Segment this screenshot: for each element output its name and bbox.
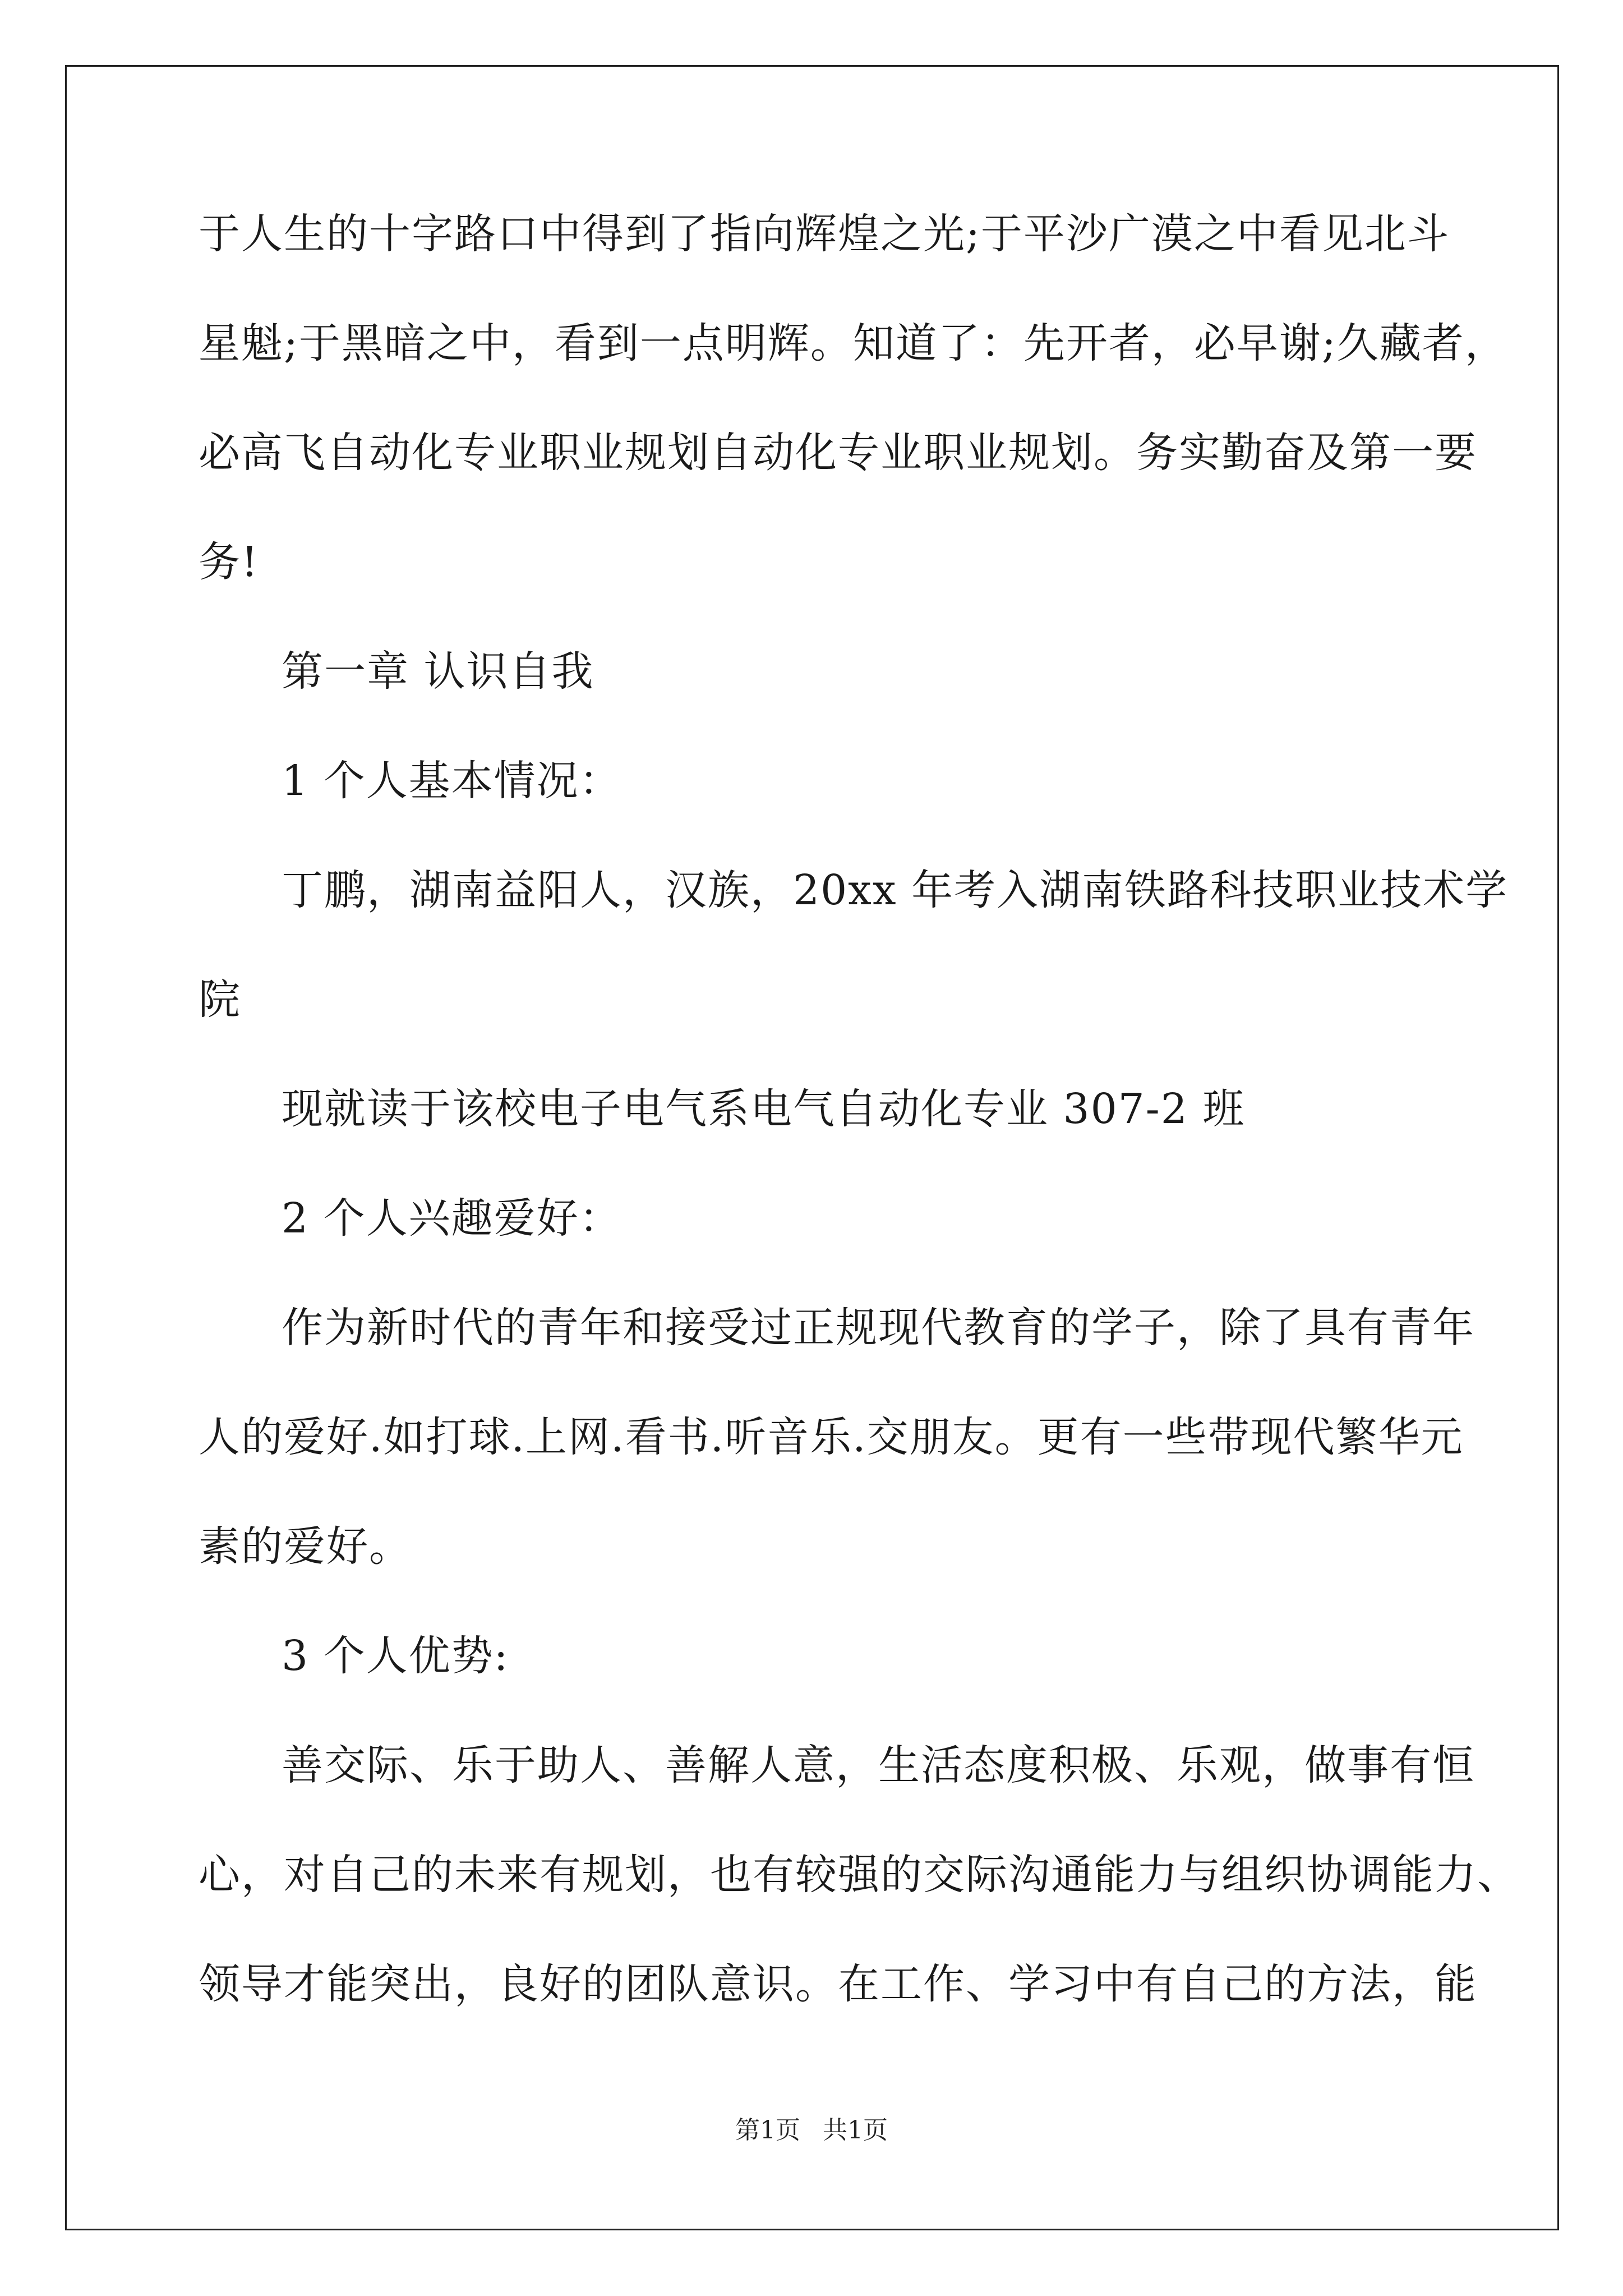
text-line: 务! bbox=[199, 538, 259, 586]
text-line: 现就读于该校电子电气系电气自动化专业 307-2 班 bbox=[282, 1085, 1246, 1133]
text-line: 星魁;于黑暗之中，看到一点明辉。知道了：先开者，必早谢;久藏者， bbox=[199, 319, 1507, 367]
text-line: 作为新时代的青年和接受过正规现代教育的学子，除了具有青年 bbox=[282, 1304, 1475, 1352]
section-heading: 2 个人兴趣爱好： bbox=[282, 1194, 622, 1243]
page-number: 第1页 bbox=[735, 2116, 800, 2145]
text-line: 丁鹏，湖南益阳人，汉族，20xx 年考入湖南铁路科技职业技术学 bbox=[282, 866, 1509, 914]
chapter-heading: 第一章 认识自我 bbox=[282, 647, 594, 696]
text-line: 必高飞自动化专业职业规划自动化专业职业规划。务实勤奋及第一要 bbox=[199, 429, 1477, 477]
text-line: 素的爱好。 bbox=[199, 1522, 412, 1571]
section-heading: 3 个人优势: bbox=[282, 1632, 509, 1680]
document-body bbox=[199, 210, 1520, 2073]
text-line: 人的爱好.如打球.上网.看书.听音乐.交朋友。更有一些带现代繁华元 bbox=[199, 1413, 1464, 1461]
text-line: 于人生的十字路口中得到了指向辉煌之光;于平沙广漠之中看见北斗 bbox=[199, 210, 1450, 258]
page-total: 共1页 bbox=[823, 2116, 888, 2145]
text-line: 心，对自己的未来有规划，也有较强的交际沟通能力与组织协调能力、 bbox=[199, 1851, 1520, 1899]
section-heading: 1 个人基本情况： bbox=[282, 757, 622, 805]
text-line: 领导才能突出，良好的团队意识。在工作、学习中有自己的方法，能 bbox=[199, 1960, 1477, 2008]
text-line: 院 bbox=[199, 976, 241, 1024]
page-footer bbox=[0, 2116, 1623, 2145]
text-line: 善交际、乐于助人、善解人意，生活态度积极、乐观，做事有恒 bbox=[282, 1741, 1475, 1789]
